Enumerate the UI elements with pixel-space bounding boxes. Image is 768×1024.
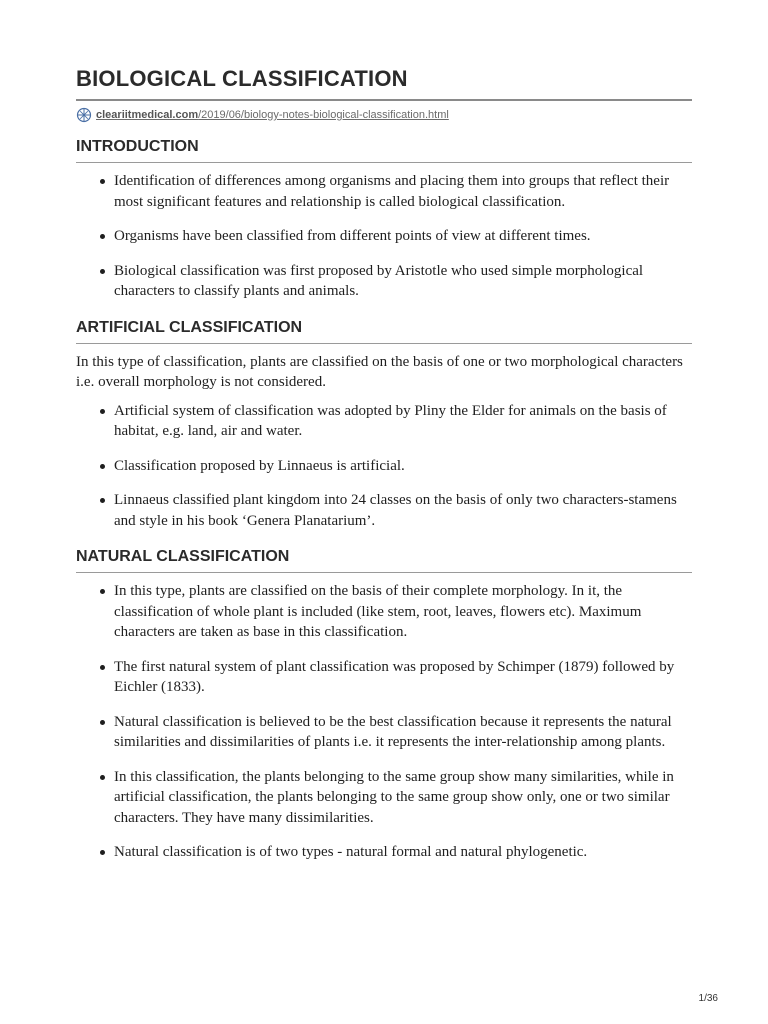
bullet-icon <box>100 179 105 184</box>
bullet-icon <box>100 775 105 780</box>
artificial-list <box>76 401 692 532</box>
list-item-text: The first natural system of plant classification was proposed by Schimper (1879) followed by Eichler (1833). <box>114 658 675 695</box>
list-item-text: Organisms have been classified from different points of view at different times. <box>114 228 591 244</box>
bullet-icon <box>100 269 105 274</box>
bullet-icon <box>100 850 105 855</box>
list-item-text: Identification of differences among organisms and placing them into groups that reflect their most significant features and relationship is called biological classification. <box>114 173 670 210</box>
list-item <box>76 657 692 698</box>
bullet-icon <box>100 498 105 503</box>
artificial-paragraph: In this type of classification, plants are classified on the basis of one or two morphological characters i.e. overall morphology is not considered. <box>76 353 683 390</box>
section-heading-natural: NATURAL CLASSIFICATION <box>76 548 692 573</box>
bullet-icon <box>100 720 105 725</box>
list-item <box>76 490 692 531</box>
list-item <box>76 401 692 442</box>
list-item-text: In this type, plants are classified on the basis of their complete morphology. In it, the classification of whole plant is included (like stem, root, leaves, flowers etc). Maximum characters are taken as base in this classification. <box>114 583 642 640</box>
document-page <box>76 66 692 863</box>
list-item <box>76 171 692 212</box>
list-item <box>76 226 692 247</box>
introduction-list <box>76 171 692 302</box>
list-item-text: Natural classification is believed to be the best classification because it represents the natural similarities and dissimilarities of plants i.e. it represents the inter-relationship among plants. <box>114 713 672 750</box>
list-item <box>76 456 692 477</box>
list-item <box>76 767 692 829</box>
bullet-icon <box>100 589 105 594</box>
bullet-icon <box>100 234 105 239</box>
section-heading-artificial: ARTIFICIAL CLASSIFICATION <box>76 319 692 344</box>
list-item-text: Classification proposed by Linnaeus is artificial. <box>114 457 405 474</box>
source-line <box>76 106 692 124</box>
list-item-text: In this classification, the plants belonging to the same group show many similarities, while in artificial classification, the plants belonging to the same group show only, one or two similar characters. They have many dissimilarities. <box>114 768 674 826</box>
bullet-icon <box>100 665 105 670</box>
list-item <box>76 581 692 643</box>
list-item-text: Linnaeus classified plant kingdom into 24 classes on the basis of only two characters-stamens and style in his book ‘Genera Planatarium’. <box>114 492 677 529</box>
natural-list <box>76 581 692 863</box>
source-domain: cleariitmedical.com <box>96 109 199 121</box>
document-title: BIOLOGICAL CLASSIFICATION <box>76 66 692 101</box>
source-path: /2019/06/biology-notes-biological-classification.html <box>198 109 449 121</box>
list-item <box>76 712 692 753</box>
list-item-text: Biological classification was first proposed by Aristotle who used simple morphological characters to classify plants and animals. <box>114 262 644 299</box>
bullet-icon <box>100 464 105 469</box>
list-item <box>76 842 692 863</box>
section-heading-introduction: INTRODUCTION <box>76 138 692 163</box>
bullet-icon <box>100 409 105 414</box>
page-number: 1/36 <box>698 993 718 1004</box>
source-link[interactable] <box>96 109 449 121</box>
link-globe-icon <box>76 107 92 123</box>
list-item-text: Natural classification is of two types - natural formal and natural phylogenetic. <box>114 844 588 860</box>
list-item <box>76 261 692 302</box>
list-item-text: Artificial system of classification was adopted by Pliny the Elder for animals on the basis of habitat, e.g. land, air and water. <box>114 402 667 439</box>
